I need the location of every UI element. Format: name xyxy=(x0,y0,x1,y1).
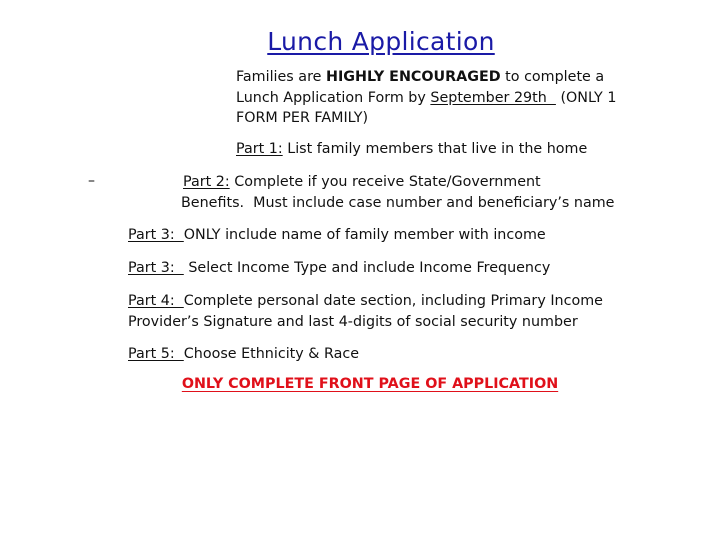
part-label: Part 3: xyxy=(128,227,184,243)
intro-text: Lunch Application Form by xyxy=(236,89,431,106)
deadline-date: September 29th xyxy=(430,89,556,106)
front-page-notice: ONLY COMPLETE FRONT PAGE OF APPLICATION xyxy=(181,376,559,392)
part-text-line-2: Provider’s Signature and last 4-digits of social security number xyxy=(128,313,578,330)
intro-line-2 xyxy=(236,88,616,109)
intro-text: (ONLY 1 xyxy=(555,89,617,106)
highly-encouraged-emphasis: HIGHLY ENCOURAGED xyxy=(325,69,501,85)
page-title: Lunch Application xyxy=(267,27,495,56)
part-5-instruction xyxy=(128,344,359,365)
part-label: Part 1: xyxy=(236,141,283,157)
part-label: Part 2: xyxy=(183,174,230,190)
part-2-instruction xyxy=(181,172,614,213)
part-label: Part 5: xyxy=(128,346,184,362)
part-text: Complete if you receive State/Government xyxy=(229,174,541,190)
part-4-instruction xyxy=(128,291,603,332)
part-text: Choose Ethnicity & Race xyxy=(183,346,360,362)
intro-line-1 xyxy=(236,67,616,88)
intro-paragraph xyxy=(236,67,616,129)
part-text: ONLY include name of family member with income xyxy=(183,227,546,243)
part-label: Part 4: xyxy=(128,293,184,309)
part-3-income-instruction xyxy=(128,258,550,279)
part-text: List family members that live in the home xyxy=(282,141,588,157)
intro-line-3: FORM PER FAMILY) xyxy=(236,110,369,126)
intro-text: to complete a xyxy=(500,69,605,85)
part-label: Part 3: xyxy=(128,260,184,276)
part-text: Complete personal date section, including Primary Income xyxy=(183,293,603,309)
part-3-instruction xyxy=(128,225,546,246)
part-1-instruction xyxy=(236,139,587,160)
stray-dash: – xyxy=(88,173,95,189)
part-text-line-2: Benefits. Must include case number and beneficiary’s name xyxy=(181,194,615,211)
part-text: Select Income Type and include Income Frequency xyxy=(183,260,551,276)
intro-text: Families are xyxy=(236,69,326,85)
